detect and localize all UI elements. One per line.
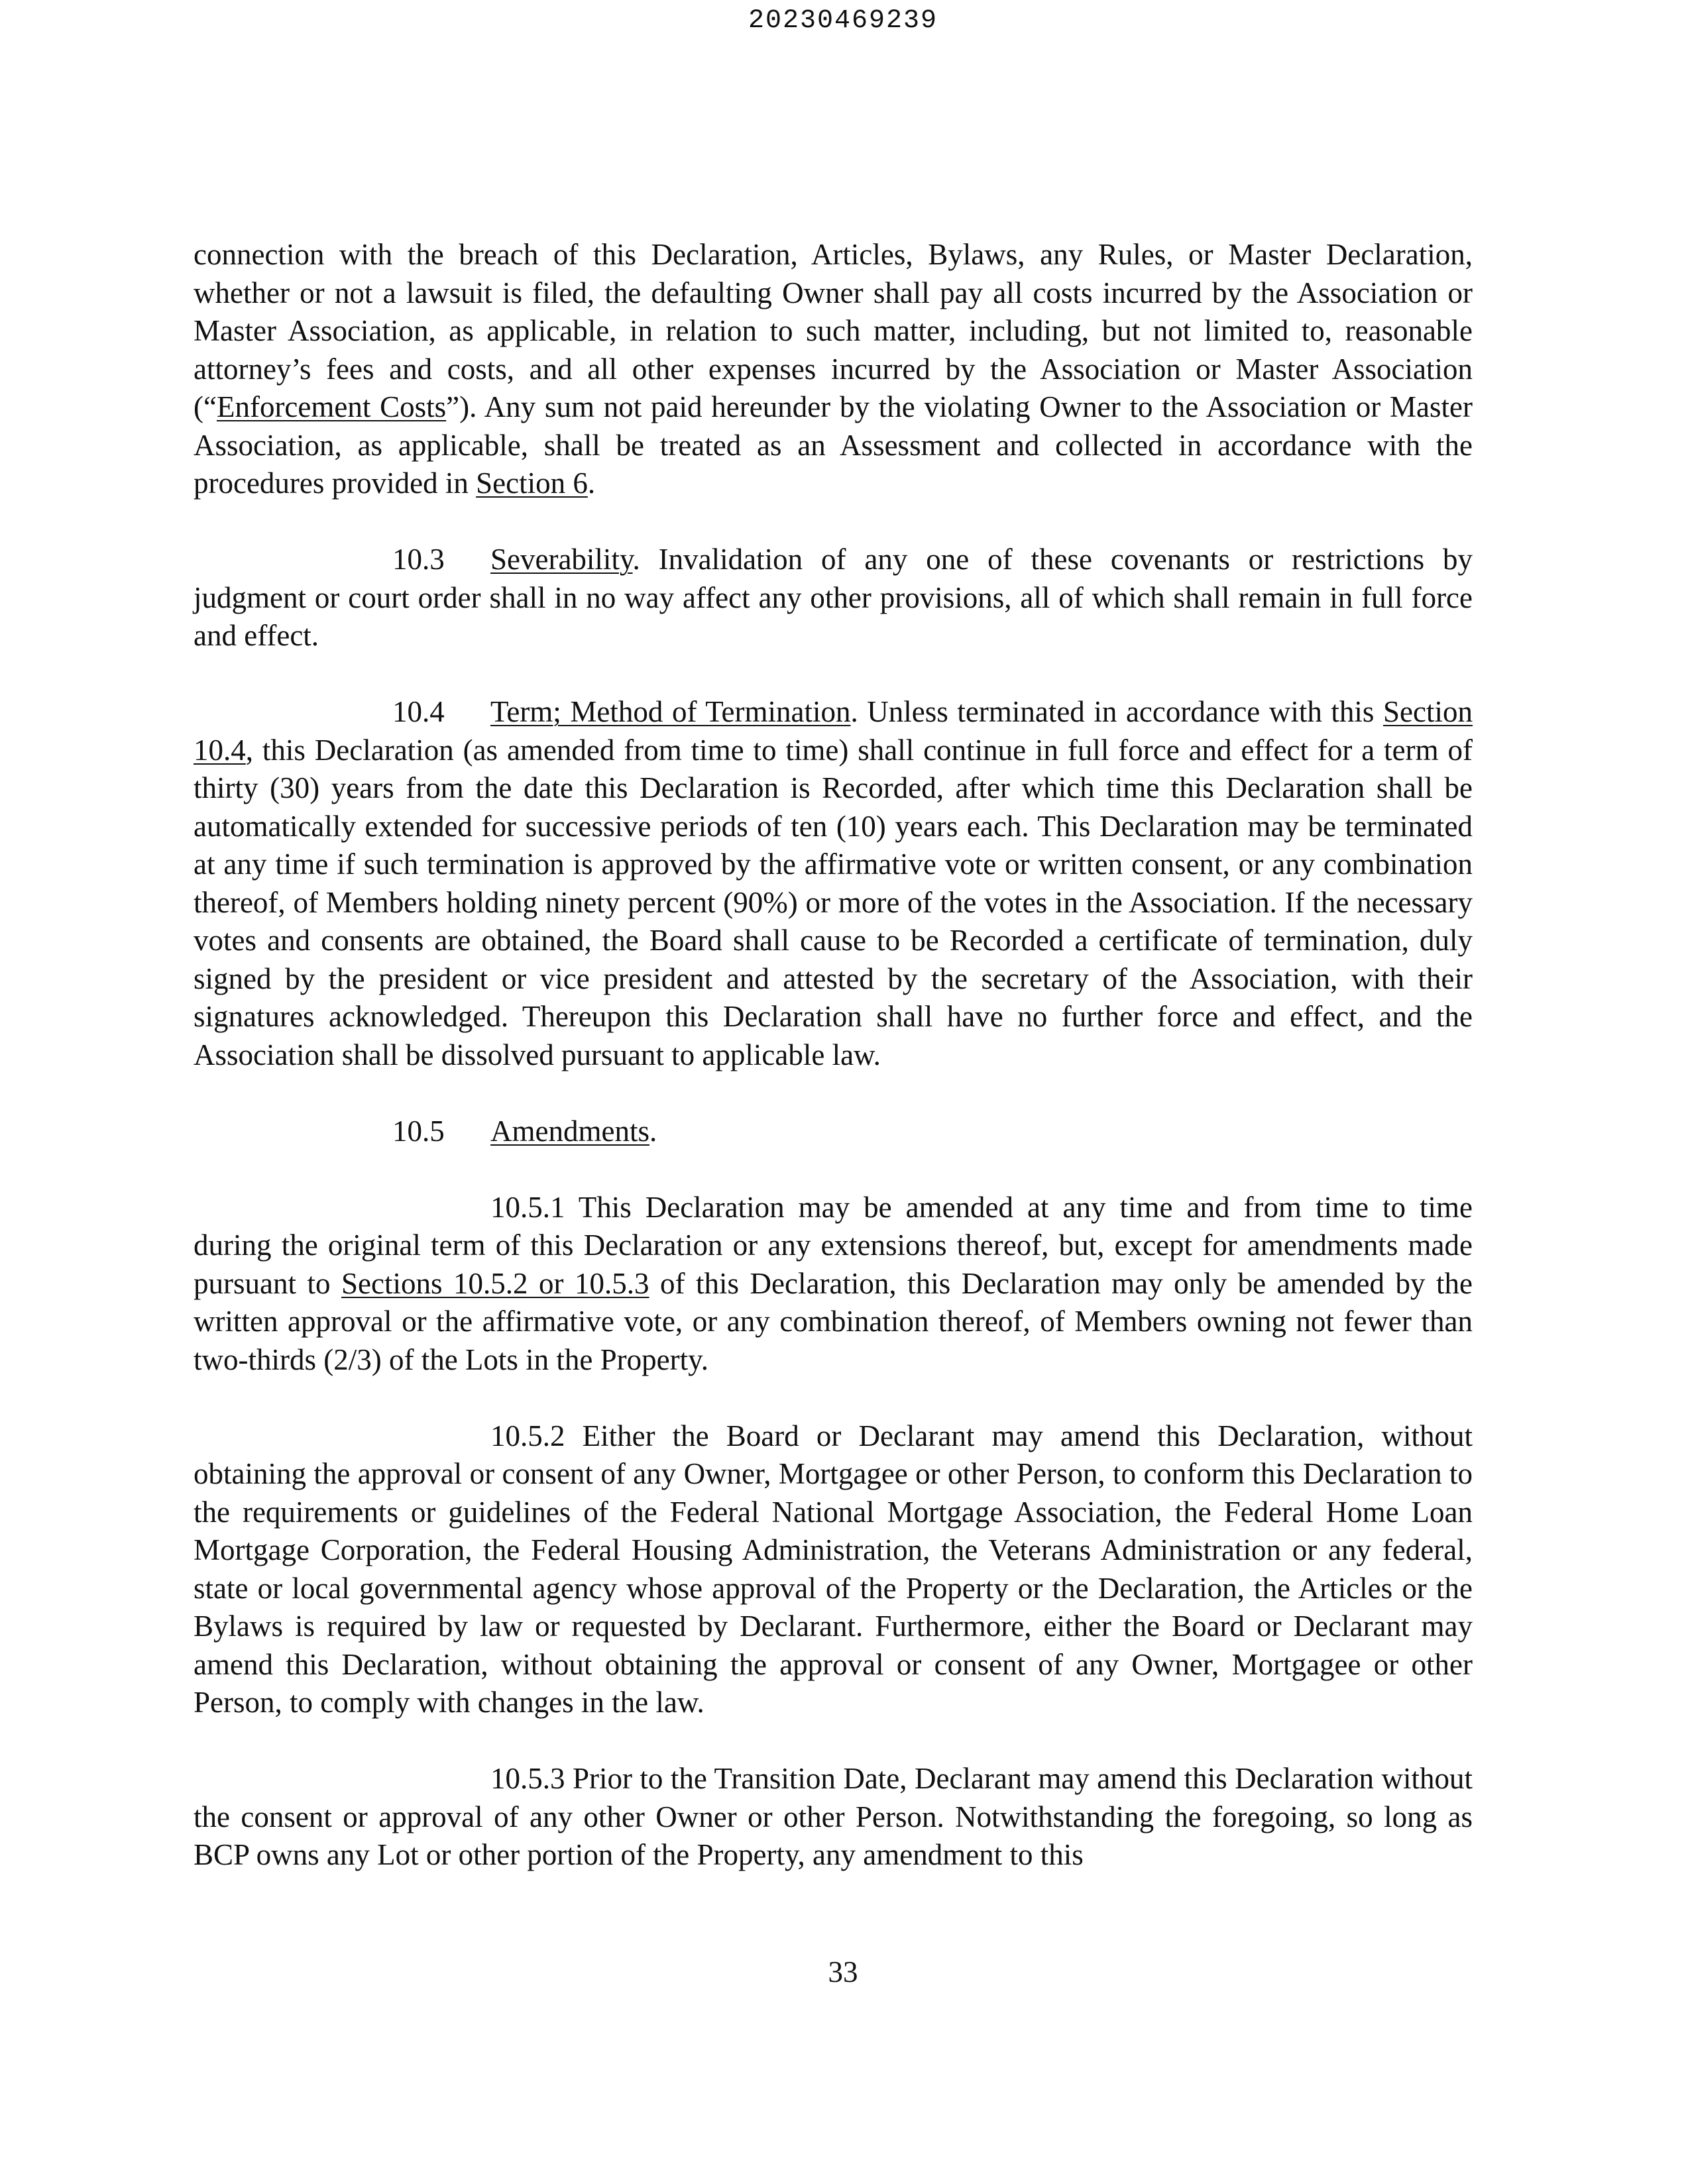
section-text: , this Declaration (as amended from time to time) shall continue in full force and effect for a term of thirty (30) years from the date this Declaration is Recorded, after which time this Declaration shall be automatically extended for successive periods of ten (10) years each. This Declaration may be terminated at any time if such termination is approved by the affirmative vote or written consent, or any combination thereof, of Members holding ninety percent (90%) or more of the votes in the Association. If the necessary votes and consents are obtained, the Board shall cause to be Recorded a certificate of termination, duly signed by the president or vice president and attested by the secretary of the Association, with their signatures acknowledged. Thereupon this Declaration shall have no further force and effect, and the Association shall be dissolved pursuant to applicable law. — [194, 733, 1473, 1071]
section-number: 10.3 — [392, 543, 445, 576]
section-heading: Term; Method of Termination — [490, 695, 851, 728]
defined-term-enforcement-costs: Enforcement Costs — [216, 390, 447, 423]
section-10-4 — [194, 693, 1473, 1074]
section-10-5-3 — [194, 1760, 1473, 1875]
page-number: 33 — [828, 1955, 858, 1989]
subsection-text: of this Declaration, this Declaration may only be amended by the written approval or the affirmative vote, or any combination thereof, of Members owning not fewer than two-thirds (2/3) of the Lots in the Property. — [194, 1266, 1473, 1376]
section-reference: Section 6 — [476, 466, 588, 500]
section-heading: Severability — [490, 543, 633, 576]
section-reference: Section 10.4 — [194, 695, 1473, 767]
section-10-5-2 — [194, 1417, 1473, 1722]
section-heading-period: . — [649, 1114, 657, 1148]
section-text: . Invalidation of any one of these covenants or restrictions by judgment or court order shall in no way affect any other provisions, all of which shall remain in full force and effect. — [194, 543, 1473, 652]
section-10-5-1 — [194, 1189, 1473, 1380]
document-number: 20230469239 — [748, 6, 938, 36]
section-10-3 — [194, 541, 1473, 655]
section-number: 10.5 — [392, 1114, 445, 1148]
section-number: 10.4 — [392, 695, 445, 728]
section-heading: Amendments — [490, 1114, 649, 1148]
paragraph-text: connection with the breach of this Declaration, Articles, Bylaws, any Rules, or Master Declaration, whether or not a lawsuit is filed, the defaulting Owner shall pay all costs incurred by the Association or Master Association, as applicable, in relation to such matter, including, but not limited to, reasonable attorney’s fees and costs, and all other expenses incurred by the Association or Master Association (“ — [194, 238, 1473, 423]
section-text: . Unless terminated in accordance with this — [850, 695, 1384, 728]
section-reference: Sections 10.5.2 or 10.5.3 — [341, 1266, 649, 1300]
document-body — [194, 236, 1473, 1912]
paragraph-enforcement-costs — [194, 236, 1473, 503]
paragraph-text: . — [587, 466, 596, 500]
paragraph-text: ”). Any sum not paid hereunder by the violating Owner to the Association or Master Association, as applicable, shall be treated as an Assessment and collected in accordance with the procedures provided in — [194, 390, 1473, 500]
subsection-text: 10.5.2 Either the Board or Declarant may amend this Declaration, without obtaining the approval or consent of any Owner, Mortgagee or other Person, to conform this Declaration to the requirements or guidelines of the Federal National Mortgage Association, the Federal Home Loan Mortgage Corporation, the Federal Housing Administration, the Veterans Administration or any federal, state or local governmental agency whose approval of the Property or the Declaration, the Articles or the Bylaws is required by law or requested by Declarant. Furthermore, either the Board or Declarant may amend this Declaration, without obtaining the approval or consent of any Owner, Mortgagee or other Person, to comply with changes in the law. — [194, 1419, 1473, 1719]
subsection-text: 10.5.3 Prior to the Transition Date, Declarant may amend this Declaration without the consent or approval of any other Owner or other Person. Notwithstanding the foregoing, so long as BCP owns any Lot or other portion of the Property, any amendment to this — [194, 1762, 1473, 1871]
section-10-5 — [194, 1113, 1473, 1151]
subsection-text: 10.5.1 This Declaration may be amended at any time and from time to time during the original term of this Declaration or any extensions thereof, but, except for amendments made pursuant to — [194, 1190, 1473, 1300]
